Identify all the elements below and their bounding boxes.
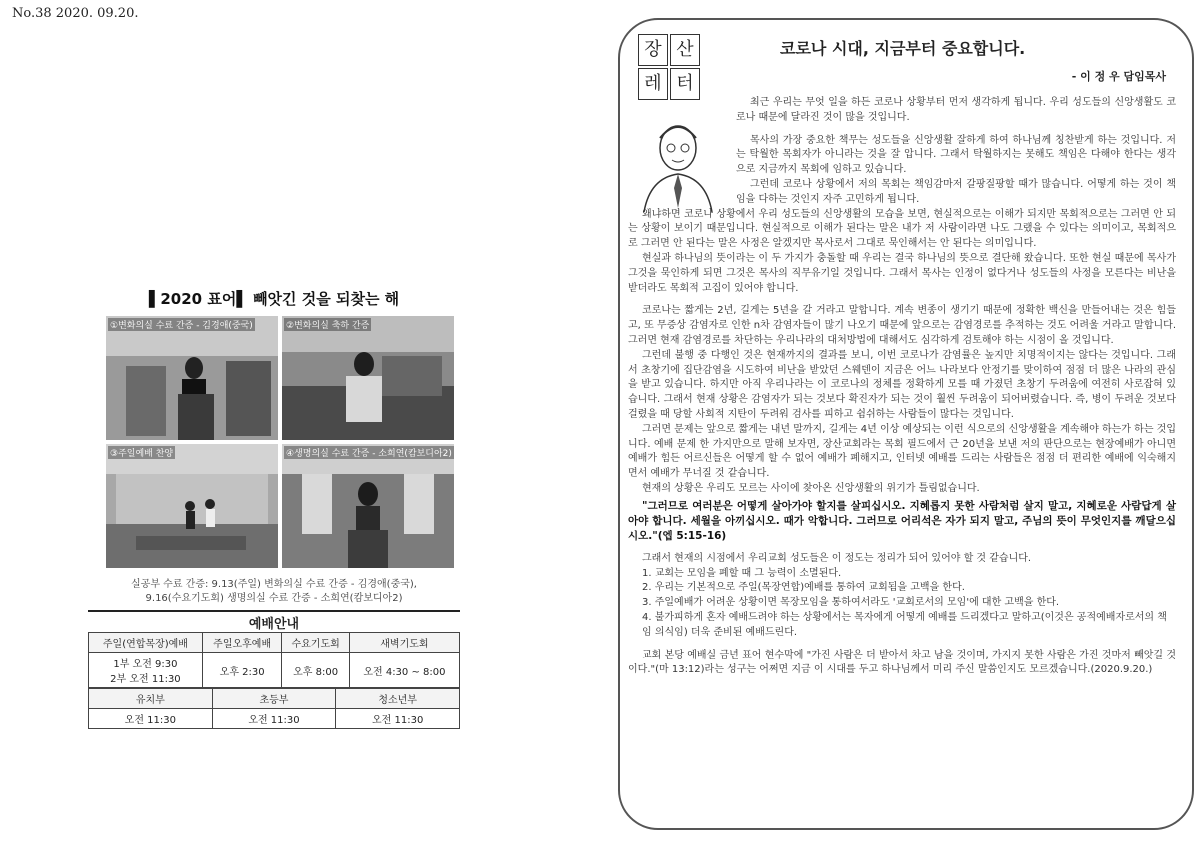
- worship-guide: [88, 610, 460, 729]
- worship-time-1: 1부 오전 9:30: [113, 659, 178, 670]
- photo-3-caption: ③주일예배 찬양: [108, 446, 175, 459]
- paragraph: 왜냐하면 코로나 상황에서 우리 성도들의 신앙생활의 모습을 보면, 현실적으로는 이해가 되지만 목회적으로는 그러면 안 되는 상황이 보이기 때문입니다. 현실적으로 이해가 된다는 말은 내가 저 사람이라면 나도 그랬을 수 있다는 의미이고, 목회적으로 그러면 안 된다는 말은 사정은 알겠지만 목사로서 그대로 묵인해서는 안 된다는 의미입니다.: [628, 208, 1176, 250]
- school-header: 유치부: [89, 689, 213, 709]
- column-author: - 이 정 우 담임목사: [1071, 70, 1166, 83]
- photo-grid: [106, 316, 454, 570]
- list-item: 3. 주일예배가 어려운 상황이면 목장모임을 통하여서라도 '교회로서의 모임'에 대한 고백을 한다.: [642, 597, 1060, 609]
- paragraph: 그런데 불행 중 다행인 것은 현재까지의 결과를 보니, 이번 코로나가 감염률은 높지만 치명적이지는 않다는 것입니다. 그래서 초창기에 집단감염을 시도하여 비난을 받았던 스웨덴이 지금은 어느 나라보다 안정기를 맞이하여 점점 더 많은 나라의 관심을 받고 있습니다. 하지만 아직 우리나라는 이 코로나의 정체를 정확하게 모를 때 가졌던 초창기 두려움에 여전히 사로잡혀 있습니다. 그래서 현재 상황은 감염자가 되는 것보다 확진자가 되는 것이 훨씬 두려움이 되어버렸습니다. 즉, 병이 두려운 것보다 걸렸을 때 당할 사회적 지탄이 두려워 검사를 피하고 쉼쉬하는 사람들이 많다는 것입니다.: [628, 349, 1176, 420]
- school-cell: 오전 11:30: [212, 709, 336, 729]
- left-page: [88, 0, 460, 848]
- worship-header: 주일(연합목장)예배: [89, 633, 203, 653]
- paragraph: 코로나는 짧게는 2년, 길게는 5년을 갈 거라고 말합니다. 계속 변종이 생기기 때문에 정확한 백신을 만들어내는 것은 힘들고, 또 무증상 감염자로 인한 n차 감염자들이 많기 나오기 때문에 앞으로는 감염경로를 추적하는 것도 어려울 거라고 말합니다. 그러면 현재 감염경로를 차단하는 우리나라의 대처방법에 대해서도 심각하게 검토해야 하는 시점이 올 것입니다.: [628, 305, 1176, 346]
- closing-paragraph: 교회 본당 예배실 금년 표어 현수막에 "가진 사람은 더 받아서 차고 남을 것이며, 가지지 못한 사람은 가진 것마저 빼앗길 것이다."(마 13:12)라는 성구는 어쩌면 지금 이 시대를 두고 하나님께서 미리 주신 말씀인지도 모르겠습니다.(2020.9.20.): [628, 649, 1176, 676]
- paragraph: 현실과 하나님의 뜻이라는 이 두 가지가 충돌할 때 우리는 결국 하나님의 뜻으로 결단해 왔습니다. 또한 현실 때문에 목사가 그것을 묵인하게 되면 그것은 목사의 직무유기일 것입니다. 그래서 목사는 인정이 없다거나 성도들의 사정을 모른다는 비난을 받더라도 목회적 고집이 있어야 합니다.: [628, 252, 1176, 294]
- school-table: [88, 688, 460, 729]
- paragraph: 그런데 코로나 상황에서 저의 목회는 책임감마저 갈팡질팡할 때가 많습니다. 어떻게 하는 것이 책임을 다하는 것인지 자주 고민하게 됩니다.: [736, 178, 1176, 205]
- worship-header: 새벽기도회: [349, 633, 459, 653]
- school-cell: 오전 11:30: [336, 709, 460, 729]
- scripture-quote: "그러므로 여러분은 어떻게 살아가야 할지를 살피십시오. 지혜롭지 못한 사람처럼 살지 말고, 지혜로운 사람답게 살아야 합니다. 세월을 아끼십시오. 때가 악합니다. 그러므로 어리석은 자가 되지 말고, 주님의 뜻이 무엇인지를 깨달으십시오."(엡 5:15-16): [628, 499, 1176, 542]
- photo-4-image: [282, 444, 454, 568]
- photo-4: [282, 444, 454, 568]
- motto-heading: ▌2020 표어▌ 빼앗긴 것을 되찾는 해: [148, 290, 400, 308]
- list-item: 1. 교회는 모임을 폐할 때 그 능력이 소멸된다.: [642, 567, 842, 579]
- photo-caption-line-2: 9.16(수요기도회) 생명의실 수료 간증 - 소희연(캄보디아2): [145, 593, 403, 604]
- wrapped-section: [628, 96, 1176, 208]
- list-item: 4. 불가피하게 혼자 예배드려야 하는 상황에서는 목자에게 어떻게 예배를 드리겠다고 말하고(이것은 공적예배자로서의 책임 의식임) 더욱 준비된 예배드린다.: [642, 611, 1167, 638]
- photo-1-image: [106, 316, 278, 440]
- photo-1-caption: ①변화의실 수료 간증 - 김경애(중국): [108, 318, 255, 331]
- worship-time-2: 2부 오전 11:30: [110, 674, 181, 685]
- paragraph: 그래서 현재의 시점에서 우리교회 성도들은 이 정도는 정리가 되어 있어야 할 것 같습니다.: [642, 552, 1032, 564]
- column-title: 코로나 시대, 지금부터 중요합니다.: [780, 39, 1026, 58]
- photo-2-image: [282, 316, 454, 440]
- worship-header: 주일오후예배: [202, 633, 282, 653]
- column-logo: [638, 34, 702, 104]
- column-body: [628, 96, 1176, 678]
- photo-3-image: [106, 444, 278, 568]
- photo-1: [106, 316, 278, 440]
- logo-char: 터: [670, 68, 700, 100]
- school-header: 청소년부: [336, 689, 460, 709]
- worship-cell: 오후 2:30: [202, 653, 282, 688]
- photo-caption-line-1: 실공부 수료 간증: 9.13(주일) 변화의실 수료 간증 - 김경애(중국),: [131, 579, 417, 590]
- paragraph: 목사의 가장 중요한 책무는 성도들을 신앙생활 잘하게 하여 하나님께 칭찬받게 하는 것입니다. 저는 탁월한 목회자가 아니라는 것을 잘 압니다. 그래서 탁월하지는 못해도 책임은 다해야 한다는 생각으로 지금까지 목회에 임하고 있습니다.: [736, 134, 1176, 176]
- worship-cell: [89, 653, 203, 688]
- worship-header: 수요기도회: [282, 633, 349, 653]
- photo-4-caption: ④생명의실 수료 간증 - 소희연(캄보디아2): [284, 446, 454, 459]
- worship-cell: 오후 8:00: [282, 653, 349, 688]
- logo-char: 산: [670, 34, 700, 66]
- issue-line: No.38 2020. 09.20.: [12, 6, 139, 21]
- worship-title: 예배안내: [88, 610, 460, 632]
- worship-cell: 오전 4:30 ~ 8:00: [349, 653, 459, 688]
- photo-caption: [88, 578, 460, 606]
- photo-2: [282, 316, 454, 440]
- logo-char: 장: [638, 34, 668, 66]
- column-box: [618, 18, 1194, 830]
- logo-char: 레: [638, 68, 668, 100]
- list-item: 2. 우리는 기본적으로 주일(목장연합)예배를 통하여 교회됨을 고백을 한다.: [642, 582, 965, 594]
- paragraph: 그러면 문제는 앞으로 짧게는 내년 말까지, 길게는 4년 이상 예상되는 이런 식으로의 신앙생활을 계속해야 하는가 하는 것입니다. 예배 문제 한 가지만으로 말해 보자면, 장산교회라는 목회 필드에서 근 20년을 보낸 저의 판단으로는 현장예배가 아니면 예배가 힘든 어르신들은 어떻게 할 수 없어 예배가 폐해지고, 인터넷 예배를 드리는 사람들은 점점 더 편리한 예배에 익숙해지면서 예배가 무너질 것 같습니다.: [628, 423, 1176, 480]
- paragraph: 최근 우리는 무엇 일을 하든 코로나 상황부터 먼저 생각하게 됩니다. 우리 성도들의 신앙생활도 코로나 때문에 달라진 것이 많을 것입니다.: [736, 97, 1176, 123]
- school-header: 초등부: [212, 689, 336, 709]
- photo-3: [106, 444, 278, 568]
- paragraph: 현재의 상황은 우리도 모르는 사이에 찾아온 신앙생활의 위기가 틀림없습니다.: [642, 482, 980, 494]
- school-cell: 오전 11:30: [89, 709, 213, 729]
- photo-2-caption: ②변화의실 축하 간증: [284, 318, 371, 331]
- points-list: [628, 567, 1176, 641]
- worship-table: [88, 632, 460, 688]
